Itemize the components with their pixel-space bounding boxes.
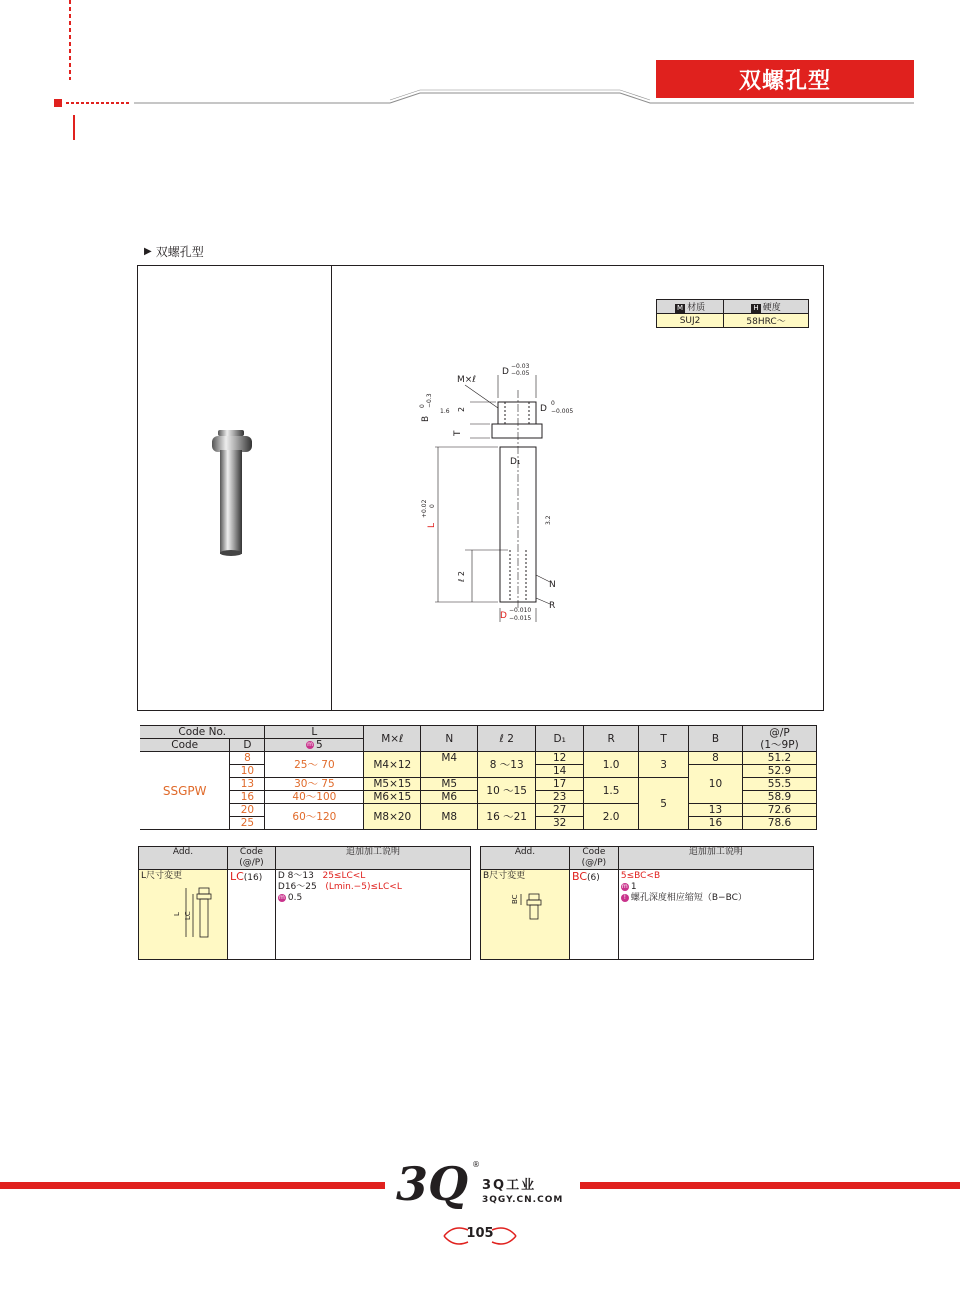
label-two: 2 [457,406,466,412]
b-cell: 10 [689,765,743,804]
add-desc-2: 1 [630,882,637,892]
add-desc-2b: (Lmin.−5)≤LC<L [325,882,402,892]
hardness-icon: H [753,304,759,312]
footer-bar-left [0,1182,385,1189]
add-table-right [480,846,814,960]
header-b: B [689,726,743,752]
material-table [656,299,809,328]
r-cell: 2.0 [584,804,639,830]
header-l: L [265,726,364,739]
triangle-icon: ▶ [144,246,152,257]
bc-figure [503,890,563,930]
ml-cell: M5×15 [364,778,421,791]
n-cell: M5 [421,778,478,791]
header-code-no: Code No. [140,726,265,739]
label-d1: D₁ [510,457,521,467]
label-d-mid: D [540,404,547,414]
d-cell: 16 [230,791,265,804]
label-m-l: M×ℓ [457,375,477,385]
hardness-header: 硬度 [762,303,781,313]
price-cell: 55.5 [742,778,816,791]
label-d-bot-up: −0.010 [509,607,532,614]
brand-name: 3Q工业 [482,1178,537,1193]
lc-figure [161,882,221,942]
l2-cell: 16 〜21 [478,804,536,830]
hardness-value: 58HRC～ [724,314,809,328]
price-cell: 72.6 [742,804,816,817]
label-l: L [427,522,437,528]
header-t: T [639,726,689,752]
label-d-bot: D [500,611,507,621]
price-cell: 58.9 [742,791,816,804]
fig-bc-label: BC [511,894,519,904]
section-title-text: 双螺孔型 [155,245,204,259]
price-cell: 52.9 [742,765,816,778]
n-cell: M4 [421,752,478,778]
add-price: (16) [243,873,263,883]
d1-cell: 23 [536,791,584,804]
add-code-header: Code (@/P) [227,847,275,870]
d1-cell: 32 [536,817,584,830]
technical-drawing [410,360,590,625]
l-range-cell: 60〜120 [265,804,364,830]
material-value: SUJ2 [657,314,724,328]
l-range-cell: 25〜 70 [265,752,364,778]
t-cell: 5 [639,778,689,830]
step-icon: m [621,882,628,890]
header-n: N [421,726,478,752]
l-range-cell: 40〜100 [265,791,364,804]
label-d-mid-up: 0 [551,400,555,407]
l2-cell: 10 〜15 [478,778,536,804]
footer-bar-right [580,1182,960,1189]
label-l-lo: 0 [429,504,436,508]
add-name: B尺寸変更 [483,871,526,881]
add-desc-1: 5≤BC<B [620,871,661,881]
add-table-left [138,846,471,960]
d1-cell: 12 [536,752,584,765]
add-name: L尺寸変更 [141,871,183,881]
add-desc-header: 追加加工说明 [275,847,470,870]
t-cell: 3 [639,752,689,778]
page-number: 105 [466,1226,494,1241]
svg-text:3Q: 3Q [396,1157,469,1210]
fig-lc-label: LC [184,911,192,920]
header-l-sub [265,739,364,752]
header-price [742,726,816,752]
header-l-step: 5 [316,739,323,751]
l2-cell: 8 〜13 [478,752,536,778]
label-d-top-up: −0.03 [511,363,530,370]
add-desc-cell [618,870,813,960]
d-cell: 20 [230,804,265,817]
code-cell: SSGPW [140,752,230,830]
d-cell: 10 [230,765,265,778]
d-cell: 8 [230,752,265,765]
add-code: LC [229,870,244,883]
step-icon: m [307,741,313,748]
add-desc-3: 0.5 [287,893,303,903]
brand-url: 3QGY.CN.COM [482,1195,564,1205]
d-cell: 25 [230,817,265,830]
d1-cell: 17 [536,778,584,791]
label-r: R [549,601,556,611]
d1-cell: 27 [536,804,584,817]
add-code-cell [569,870,618,960]
b-cell: 8 [689,752,743,765]
b-cell: 13 [689,804,743,817]
label-d-top-lo: −0.05 [511,370,530,377]
add-desc-3: 螺孔深度相应缩短（B−BC） [630,893,747,903]
header-d1: D₁ [536,726,584,752]
header-price-sub: (1〜9P) [760,738,799,751]
n-cell: M6 [421,791,478,804]
add-header: Add. [139,847,228,870]
header-l2: ℓ 2 [478,726,536,752]
warning-icon: ! [621,894,629,902]
label-d-bot-lo: −0.015 [509,615,532,622]
price-cell: 51.2 [742,752,816,765]
label-t: T [453,430,463,436]
header-badge: 双螺孔型 [656,60,914,98]
spec-table [140,725,817,830]
l-range-cell: 30〜 75 [265,778,364,791]
r-cell: 1.0 [584,752,639,778]
d-cell: 13 [230,778,265,791]
label-d-top: D [502,367,509,377]
r-cell: 1.5 [584,778,639,804]
label-l-up: +0.02 [421,499,428,518]
label-b-lo: −0.3 [426,393,433,408]
header-code: Code [140,739,230,752]
header-r: R [584,726,639,752]
add-name-cell [139,870,228,960]
add-desc-cell [275,870,470,960]
material-icon: M [677,304,684,312]
price-cell: 78.6 [742,817,816,830]
ml-cell: M6×15 [364,791,421,804]
add-code-header: Code (@/P) [569,847,618,870]
d1-cell: 14 [536,765,584,778]
section-title [144,243,204,260]
add-price: (6) [587,873,600,883]
header-d: D [230,739,265,752]
fig-l-label: L [173,912,181,916]
label-b-up: 0 [419,404,426,408]
product-photo [208,420,258,560]
add-code-cell [227,870,275,960]
label-d-mid-lo: −0.005 [551,408,574,415]
header-price-label: @/P [769,726,790,739]
add-desc-header: 追加加工说明 [618,847,813,870]
step-icon: m [278,893,285,901]
frame-divider [331,266,332,710]
add-desc-1a: D 8〜13 [277,871,314,881]
add-desc-2a: D16〜25 [277,882,317,892]
header-m-l: M×ℓ [364,726,421,752]
label-rough2: 3.2 [545,515,552,525]
b-cell: 16 [689,817,743,830]
n-cell: M8 [421,804,478,830]
label-rough1: 1.6 [440,408,450,415]
ml-cell: M4×12 [364,752,421,778]
add-header: Add. [481,847,570,870]
label-b: B [421,415,431,422]
ml-cell: M8×20 [364,804,421,830]
label-l2: ℓ 2 [457,571,466,582]
brand-reg-mark: ® [472,1160,480,1169]
add-desc-1b: 25≤LC<L [322,871,366,881]
material-header: 材质 [687,303,706,313]
add-name-cell [481,870,570,960]
label-n: N [549,580,556,590]
add-code: BC [571,870,588,883]
